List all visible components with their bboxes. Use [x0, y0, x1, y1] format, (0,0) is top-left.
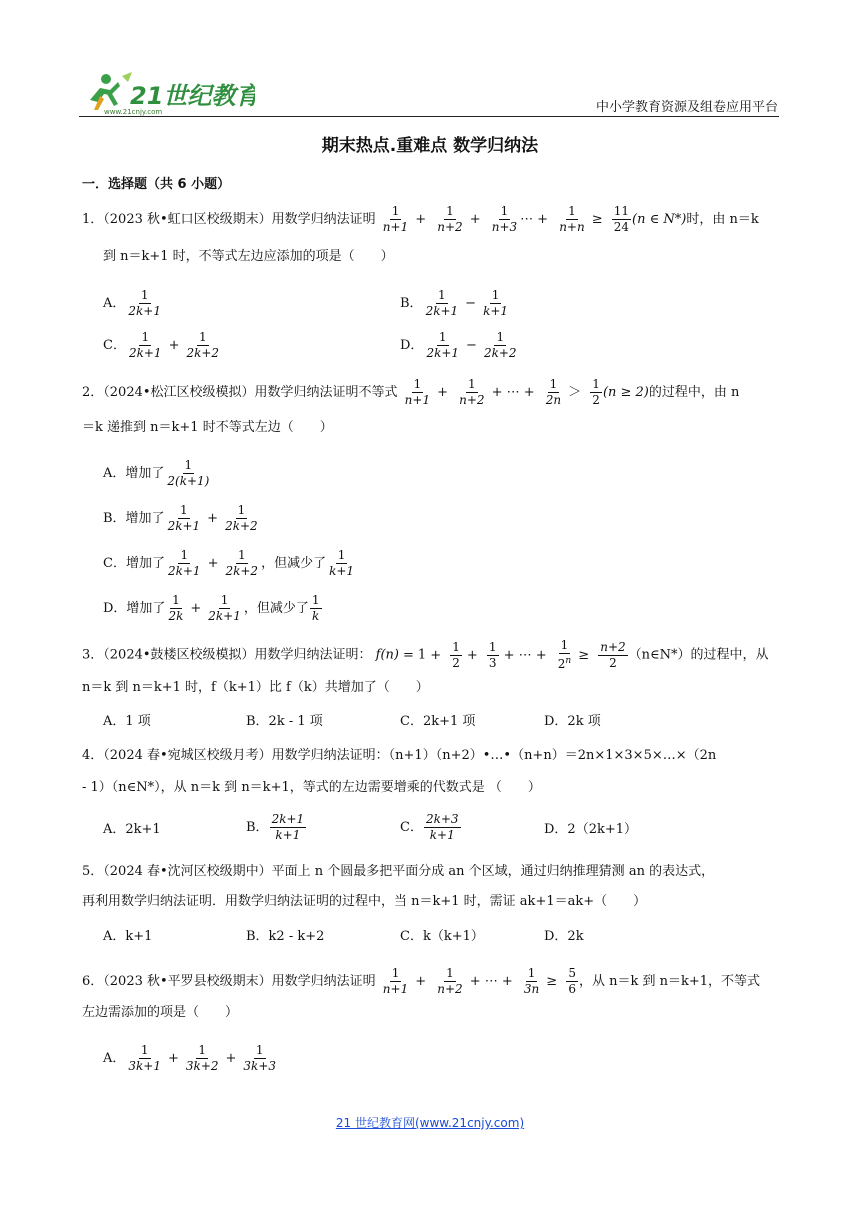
q5-option-c[interactable]: C．k（k+1） — [400, 929, 484, 944]
page-title: 期末热点.重难点 数学归纳法 — [321, 136, 539, 156]
question-3-line2: n＝k 到 n＝k+1 时，f（k+1）比 f（k）共增加了（ ） — [82, 680, 429, 695]
q4-option-a[interactable]: A．2k+1 — [103, 822, 161, 837]
svg-text:www.21cnjy.com: www.21cnjy.com — [104, 108, 163, 116]
footer-link[interactable]: 21 世纪教育网(www.21cnjy.com) — [335, 1116, 525, 1130]
q6-option-a[interactable]: A． $\frac{1}{3k+1}$ + $\frac{1}{3k+2}$ + $\frac{1}{3k+3}$ — [103, 1043, 277, 1073]
q4-option-b[interactable]: B． $\frac{2k+1}{k+1}$ — [246, 812, 305, 842]
q5-option-b[interactable]: B．k2 - k+2 — [246, 929, 325, 944]
q1-option-c[interactable]: C． $\frac{1}{2k+1}$ + $\frac{1}{2k+2}$ — [103, 330, 220, 360]
question-3-stem: 3．（2024•鼓楼区校级模拟）用数学归纳法证明： f(n) = 1 + $\frac{1}{2}$ + $\frac{1}{3}$ + ⋯ + $\frac{1}{2^n}$ ≥ $\frac{n+2}{2}$ （n∈N*）的过程中，从 — [82, 638, 769, 671]
question-5-line1: 5．（2024 春•沈河区校级期中）平面上 n 个圆最多把平面分成 an 个区域，通过归纳推理猜测 an 的表达式， — [82, 864, 715, 879]
question-4-line1: 4．（2024 春•宛城区校级月考）用数学归纳法证明：（n+1）（n+2）•…•（n+n）＝2n×1×3×5×…×（2n — [82, 748, 717, 763]
q2-option-a[interactable]: A．增加了 $\frac{1}{2(k+1)}$ — [103, 458, 210, 488]
question-6-line2: 左边需添加的项是（ ） — [82, 1005, 239, 1020]
runner-icon — [90, 72, 132, 110]
q5-option-d[interactable]: D．2k — [544, 929, 584, 944]
q4-option-c[interactable]: C． $\frac{2k+3}{k+1}$ — [400, 812, 459, 842]
section-heading: 一．选择题（共 6 小题） — [82, 177, 231, 192]
q3-option-b[interactable]: B．2k - 1 项 — [246, 714, 323, 729]
question-1-stem: 1．（2023 秋•虹口区校级期末）用数学归纳法证明 $\frac{1}{n+1}$ + $\frac{1}{n+2}$ + $\frac{1}{n+3}$ ⋯ + $\frac{1}{n+n}$ ≥ $\frac{11}{24}$ (n ∈ N*)时，由 n＝k — [82, 204, 759, 234]
question-6-stem: 6．（2023 秋•平罗县校级期末）用数学归纳法证明 $\frac{1}{n+1}$ + $\frac{1}{n+2}$ + ⋯ + $\frac{1}{3n}$ ≥ $\frac{5}{6}$ ，从 n＝k 到 n＝k+1，不等式 — [82, 966, 761, 996]
q3-option-c[interactable]: C．2k+1 项 — [400, 714, 476, 729]
header-divider — [79, 116, 779, 117]
q4-option-d[interactable]: D．2（2k+1） — [544, 822, 638, 837]
question-2-stem: 2．（2024•松江区校级模拟）用数学归纳法证明不等式 $\frac{1}{n+1}$ + $\frac{1}{n+2}$ + ⋯ + $\frac{1}{2n}$ ＞ $\frac{1}{2}$ (n ≥ 2)的过程中，由 n — [82, 377, 740, 407]
question-2-line2: ＝k 递推到 n＝k+1 时不等式左边（ ） — [82, 420, 333, 435]
site-logo — [80, 70, 255, 116]
q1-option-d[interactable]: D． $\frac{1}{2k+1}$ − $\frac{1}{2k+2}$ — [400, 330, 517, 360]
q2-option-d[interactable]: D．增加了 $\frac{1}{2k}$ + $\frac{1}{2k+1}$ ，但减少了 $\frac{1}{k}$ — [103, 593, 320, 623]
question-5-line2: 再利用数学归纳法证明．用数学归纳法证明的过程中，当 n＝k+1 时，需证 ak+1＝ak+（ ） — [82, 894, 647, 909]
q2-option-c[interactable]: C．增加了 $\frac{1}{2k+1}$ + $\frac{1}{2k+2}$ ，但减少了 $\frac{1}{k+1}$ — [103, 548, 355, 578]
q1-option-a[interactable]: A． $\frac{1}{2k+1}$ — [103, 288, 161, 318]
platform-name: 中小学教育资源及组卷应用平台 — [595, 100, 778, 115]
question-1-line2: 到 n＝k+1 时，不等式左边应添加的项是（ ） — [103, 249, 394, 264]
logo-wordmark: 21世纪教育 — [130, 82, 255, 110]
question-4-line2: - 1）（n∈N*），从 n＝k 到 n＝k+1，等式的左边需要增乘的代数式是 （ ） — [82, 780, 541, 795]
q5-option-a[interactable]: A．k+1 — [103, 929, 153, 944]
q2-option-b[interactable]: B．增加了 $\frac{1}{2k+1}$ + $\frac{1}{2k+2}$ — [103, 503, 258, 533]
q1-option-b[interactable]: B． $\frac{1}{2k+1}$ − $\frac{1}{k+1}$ — [400, 288, 509, 318]
q3-option-a[interactable]: A．1 项 — [103, 714, 151, 729]
q3-option-d[interactable]: D．2k 项 — [544, 714, 601, 729]
